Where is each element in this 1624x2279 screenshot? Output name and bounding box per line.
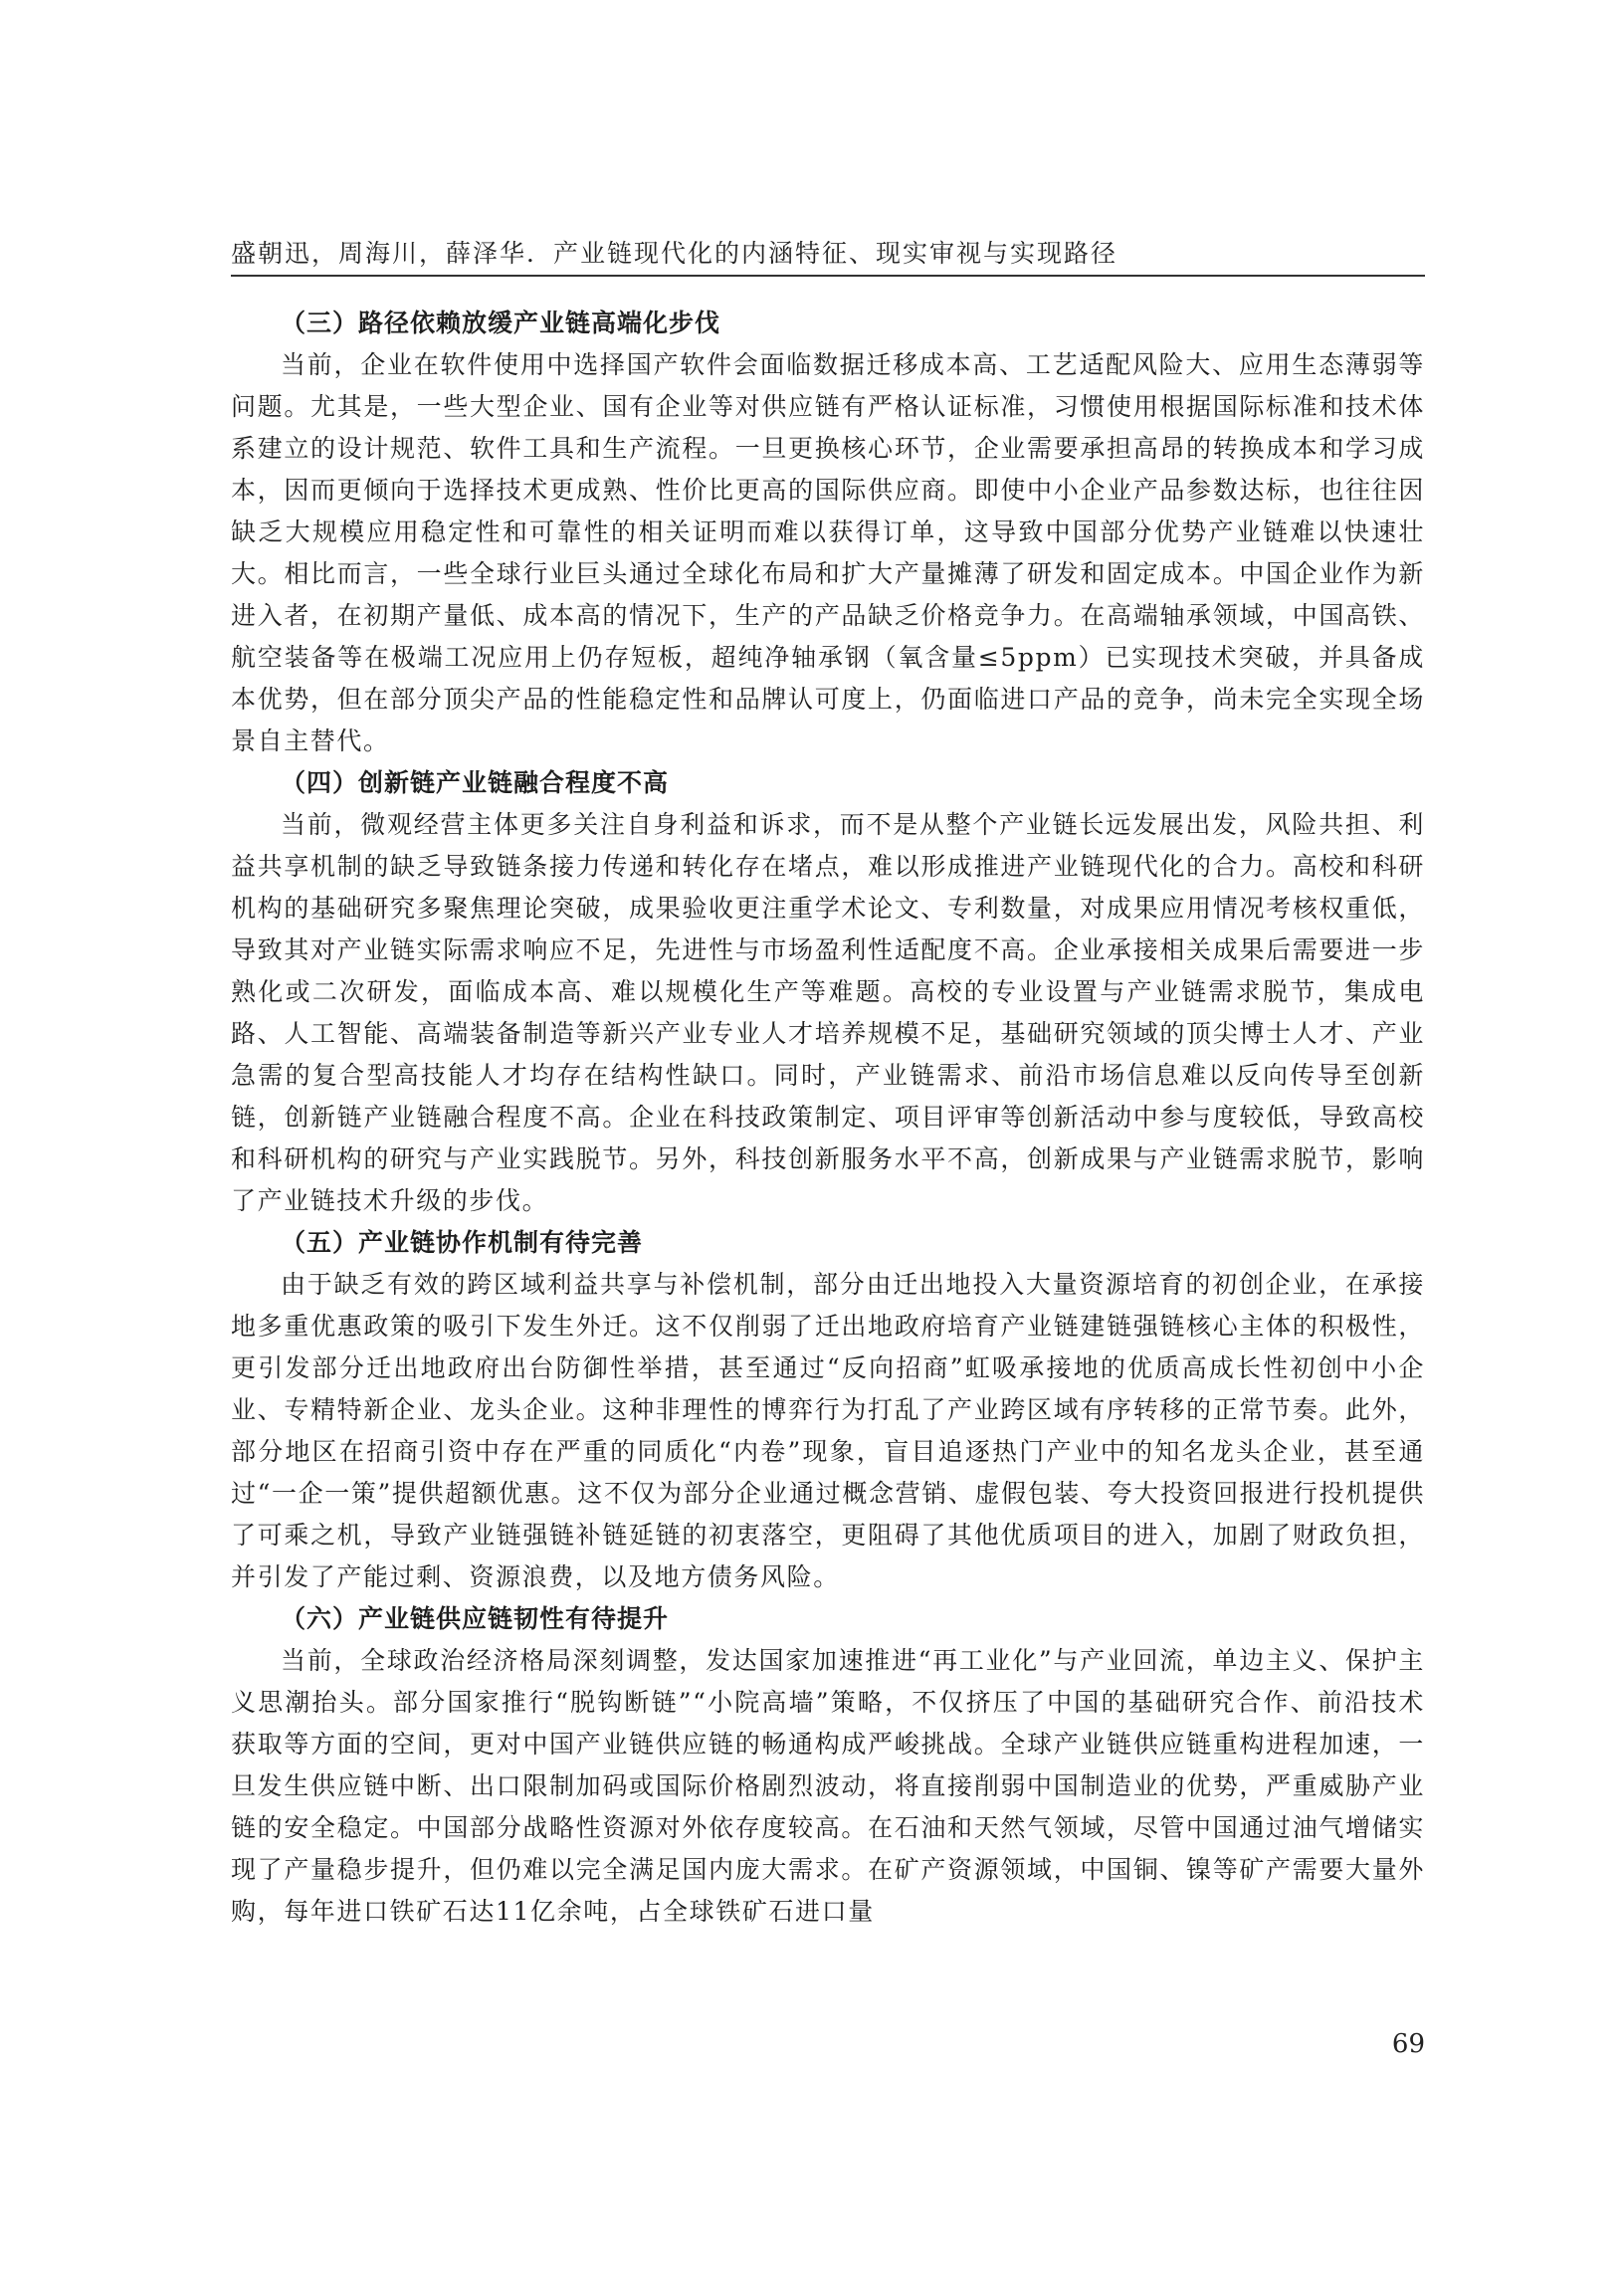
section-paragraph-3: 当前，企业在软件使用中选择国产软件会面临数据迁移成本高、工艺适配风险大、应用生态薄弱等问题。尤其是，一些大型企业、国有企业等对供应链有严格认证标准，习惯使用根据国际标准和技术体系建立的设计规范、软件工具和生产流程。一旦更换核心环节，企业需要承担高昂的转换成本和学习成本，因而更倾向于选择技术更成熟、性价比更高的国际供应商。即使中小企业产品参数达标，也往往因缺乏大规模应用稳定性和可靠性的相关证明而难以获得订单，这导致中国部分优势产业链难以快速壮大。相比而言，一些全球行业巨头通过全球化布局和扩大产量摊薄了研发和固定成本。中国企业作为新进入者，在初期产量低、成本高的情况下，生产的产品缺乏价格竞争力。在高端轴承领域，中国高铁、航空装备等在极端工况应用上仍存短板，超纯净轴承钢（氧含量≤5ppm）已实现技术突破，并具备成本优势，但在部分顶尖产品的性能稳定性和品牌认可度上，仍面临进口产品的竞争，尚未完全实现全场景自主替代。 [231, 350, 1425, 755]
running-header: 盛朝迅，周海川，薛泽华．产业链现代化的内涵特征、现实审视与实现路径 [231, 239, 1118, 268]
section-heading-6: （六）产业链供应链韧性有待提升 [281, 1604, 670, 1633]
section-heading-4: （四）创新链产业链融合程度不高 [281, 768, 670, 797]
page-number: 69 [1391, 2029, 1425, 2059]
section-paragraph-6: 当前，全球政治经济格局深刻调整，发达国家加速推进“再工业化”与产业回流，单边主义、保护主义思潮抬头。部分国家推行“脱钩断链”“小院高墙”策略，不仅挤压了中国的基础研究合作、前沿技术获取等方面的空间，更对中国产业链供应链的畅通构成严峻挑战。全球产业链供应链重构进程加速，一旦发生供应链中断、出口限制加码或国际价格剧烈波动，将直接削弱中国制造业的优势，严重威胁产业链的安全稳定。中国部分战略性资源对外依存度较高。在石油和天然气领域，尽管中国通过油气增储实现了产量稳步提升，但仍难以完全满足国内庞大需求。在矿产资源领域，中国铜、镍等矿产需要大量外购，每年进口铁矿石达11亿余吨，占全球铁矿石进口量 [231, 1646, 1425, 1926]
header-divider [231, 275, 1425, 277]
section-paragraph-4: 当前，微观经营主体更多关注自身利益和诉求，而不是从整个产业链长远发展出发，风险共担、利益共享机制的缺乏导致链条接力传递和转化存在堵点，难以形成推进产业链现代化的合力。高校和科研机构的基础研究多聚焦理论突破，成果验收更注重学术论文、专利数量，对成果应用情况考核权重低，导致其对产业链实际需求响应不足，先进性与市场盈利性适配度不高。企业承接相关成果后需要进一步熟化或二次研发，面临成本高、难以规模化生产等难题。高校的专业设置与产业链需求脱节，集成电路、人工智能、高端装备制造等新兴产业专业人才培养规模不足，基础研究领域的顶尖博士人才、产业急需的复合型高技能人才均存在结构性缺口。同时，产业链需求、前沿市场信息难以反向传导至创新链，创新链产业链融合程度不高。企业在科技政策制定、项目评审等创新活动中参与度较低，导致高校和科研机构的研究与产业实践脱节。另外，科技创新服务水平不高，创新成果与产业链需求脱节，影响了产业链技术升级的步伐。 [231, 810, 1425, 1215]
section-heading-5: （五）产业链协作机制有待完善 [281, 1228, 644, 1257]
section-heading-3: （三）路径依赖放缓产业链高端化步伐 [281, 309, 721, 337]
body-text [231, 303, 1425, 1933]
section-paragraph-5: 由于缺乏有效的跨区域利益共享与补偿机制，部分由迁出地投入大量资源培育的初创企业，在承接地多重优惠政策的吸引下发生外迁。这不仅削弱了迁出地政府培育产业链建链强链核心主体的积极性，更引发部分迁出地政府出台防御性举措，甚至通过“反向招商”虹吸承接地的优质高成长性初创中小企业、专精特新企业、龙头企业。这种非理性的博弈行为打乱了产业跨区域有序转移的正常节奏。此外，部分地区在招商引资中存在严重的同质化“内卷”现象，盲目追逐热门产业中的知名龙头企业，甚至通过“一企一策”提供超额优惠。这不仅为部分企业通过概念营销、虚假包装、夸大投资回报进行投机提供了可乘之机，导致产业链强链补链延链的初衷落空，更阻碍了其他优质项目的进入，加剧了财政负担，并引发了产能过剩、资源浪费，以及地方债务风险。 [231, 1270, 1425, 1591]
